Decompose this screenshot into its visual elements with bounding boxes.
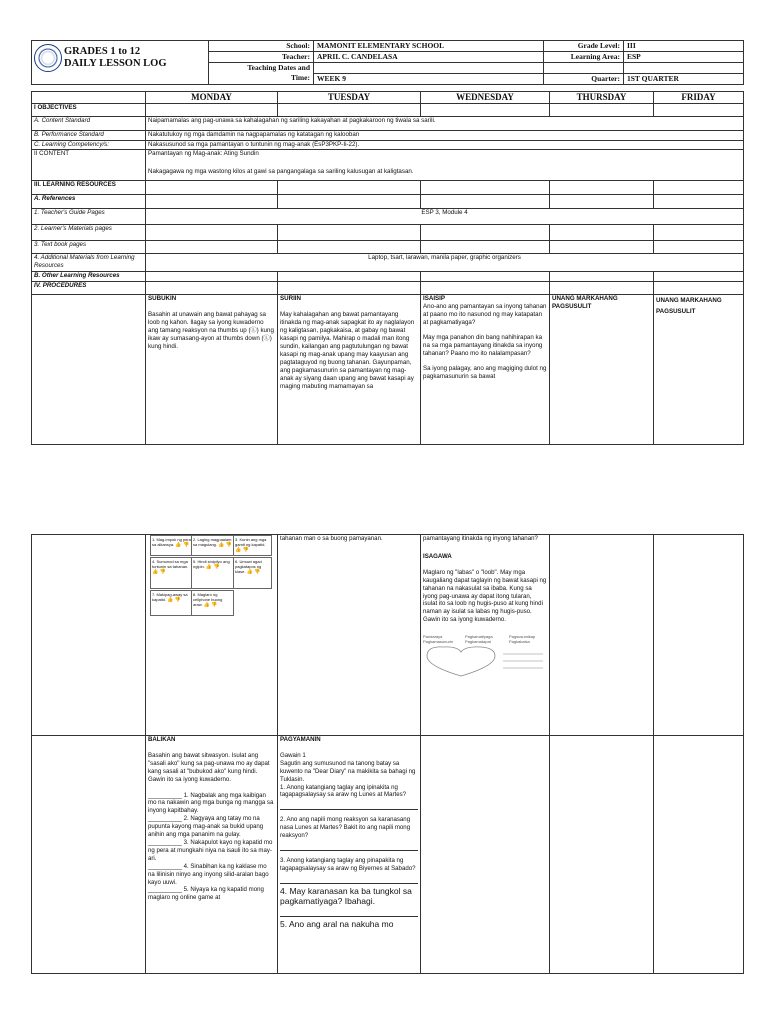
thumbs-icon: 👍 👎: [218, 542, 232, 548]
friday-procedure: UNANG MARKAHANG PAGSUSULIT: [654, 295, 744, 445]
question-3: 3. Anong katangiang taglay ang pinapakita ng tagapagsalaysay sa araw ng Biyernes at Sabado?: [280, 857, 416, 872]
thursday-procedure: UNANG MARKAHANG PAGSUSULIT: [550, 295, 654, 445]
thumbs-icon: 👍 👎: [167, 597, 181, 603]
activity-card-6-text: 6. Umuwi agad pagkatapos ng klase.: [235, 559, 262, 574]
activity-card-3: [233, 535, 272, 556]
form-title-line1: GRADES 1 to 12: [64, 46, 141, 57]
thumbs-icon: 👍 👎: [246, 569, 261, 575]
quarter-value: 1ST QUARTER: [624, 74, 744, 85]
dates-label: [209, 63, 314, 85]
question-1: 1. Anong katangiang taglay ang ipinakita ng tagapagsalaysay sa araw ng Lunes at Martes?: [280, 783, 407, 799]
monday-balikan: [146, 736, 278, 974]
subukin-title: SUBUKIN: [148, 295, 177, 302]
thumbs-icon: 👍 👎: [175, 542, 190, 548]
content-standard-value: Naipamamalas ang pag-unawa sa kahalagahan ng sariling kakayahan at pagkakaroon ng tiwala sa sarili.: [146, 117, 744, 131]
pagyamanin-title: PAGYAMANIN: [280, 736, 321, 743]
isagawa-text: Maglaro ng "labas" o "loob". May mga kaugaliang dapat taglayin ng bawat kasapi ng tahanan na nakasulat sa ibaba. Kung sa iyong pag-unawa ay dapat itong tularan, isulat ito sa loob ng hugis-puso at kung hindi naman ay isulat sa labas ng hugis-puso. Gawin ito sa iyong kuwaderno.: [423, 568, 547, 624]
competency-label: C. Learning Competency/s:: [32, 141, 146, 150]
suriin-title: SURIIN: [280, 295, 301, 302]
activity-card-4-text: 4. Sumunod sa mga tuntunin sa tahanan.: [152, 559, 189, 569]
teachers-guide-value: ESP 3, Module 4: [146, 209, 744, 225]
teacher-label: Teacher:: [209, 52, 314, 63]
teachers-guide-label: 1. Teacher's Guide Pages: [32, 209, 146, 225]
activity-card-1: [150, 535, 193, 556]
balikan-item-3: __________ 3. Nakapulot kayo ng kapatid mo ng pera at mungkahi niya na isauli ito sa may-ari.: [148, 838, 273, 862]
heart-word-1b: Pagkamasunurin: [423, 639, 454, 645]
performance-standard-label: B. Performance Standard: [32, 131, 146, 141]
activity-card-6: [233, 557, 272, 589]
content-description: Nakagagawa ng mga wastong kilos at gawi sa pangangalaga sa sariling kalusugan at kaligtasan.: [148, 168, 414, 175]
thumbs-icon: 👍 👎: [235, 547, 249, 553]
activity-card-8-text: 8. Maglaro ng cellphone buong araw.: [193, 592, 223, 607]
dates-label-line1: Teaching Dates and: [247, 63, 310, 72]
lesson-table-page1: [31, 91, 744, 445]
answer-line: [280, 842, 418, 851]
activity-card-2: [191, 535, 234, 556]
isaisip-title: ISAISIP: [423, 295, 446, 302]
activity-card-7-text: 7. Makipag-away sa kapatid.: [152, 592, 188, 602]
tuesday-continuation: [278, 535, 421, 736]
activity-card-5: [191, 557, 234, 589]
isaisip-text-2: May mga panahon din bang nahihirapan ka na sa mga pamantayang itinakda sa inyong tahanan? Paano mo ito nalalampasan?: [423, 334, 543, 357]
answer-line: [280, 801, 418, 810]
procedures-label: IV. PROCEDURES: [32, 282, 146, 295]
wednesday-continuation: [421, 535, 550, 736]
isaisip-text-3: Sa iyong palagay, ano ang magiging dulot ng pagkamasunurin sa bawat: [423, 365, 547, 380]
dates-value: WEEK 9: [314, 74, 544, 85]
learners-materials-label: 2. Learner's Materials pages: [32, 225, 146, 241]
thumbs-icon: 👍 👎: [205, 564, 220, 570]
tuesday-procedure: [278, 295, 421, 445]
heart-activity-figure: [423, 634, 547, 678]
content-label: II CONTENT: [32, 150, 146, 181]
wednesday-procedure: [421, 295, 550, 445]
heart-word-2: Pagkamatiyaga: [465, 634, 493, 640]
competency-value: Nakasusunod sa mga pamantayan o tuntunin ng mag-anak (EsP3PKP-Ii-22).: [146, 141, 744, 150]
subukin-text: Basahin at unawain ang bawat pahayag sa loob ng kahon. Ilagay sa iyong kuwaderno ang tamang reaksyon na thumbs up (Ⓛ) kung ikaw ay sumasang-ayon at thumbs down (Ⓛ) kung hindi.: [148, 311, 274, 350]
monday-activity-cards: [146, 535, 278, 736]
activity-card-4: [150, 557, 193, 589]
lesson-table-page2: [31, 534, 744, 974]
day-header-monday: MONDAY: [146, 92, 278, 104]
activity-card-3-text: 3. Kunin ang mga gamit ng kapatid.: [235, 537, 267, 547]
empty-cell: [314, 63, 544, 74]
balikan-title: BALIKAN: [148, 736, 176, 743]
question-5: 5. Ano ang aral na nakuha mo: [280, 918, 394, 929]
activity-card-2-text: 2. Laging magpaalam sa magulang.: [193, 537, 232, 547]
grade-level-value: III: [624, 41, 744, 52]
form-title-line2: DAILY LESSON LOG: [64, 58, 167, 69]
learning-area-label: Learning Area:: [544, 52, 624, 63]
other-resources-label: B. Other Learning Resources: [32, 272, 146, 282]
school-label: School:: [209, 41, 314, 52]
thumbs-icon: 👍 👎: [152, 569, 166, 575]
answer-line: [280, 875, 418, 884]
school-value: MAMONIT ELEMENTARY SCHOOL: [314, 41, 544, 52]
thumbs-icon: 👍 👎: [203, 602, 218, 608]
activity-card-1-text: 1. Mag-impok ng pera sa alkansya.: [152, 537, 191, 547]
pagyamanin-intro: Sagutin ang sumusunod na tanong batay sa kuwento na "Dear Diary" na makikita sa bahagi ng Tuklasin.: [280, 759, 416, 783]
gawain-1-label: Gawain 1: [280, 751, 306, 759]
activity-card-5-text: 5. Hindi sinipilyo ang ngipin.: [193, 559, 230, 569]
day-header-friday: FRIDAY: [654, 92, 744, 104]
isaisip-text-1: Ano-ano ang pamantayan sa inyong tahanan at paano mo ito nasunod ng may katapatan at pagkamatiyaga?: [423, 303, 547, 326]
isagawa-title: ISAGAWA: [423, 552, 452, 560]
tuesday-pagyamanin: [278, 736, 421, 974]
isaisip-continuation: pamantayang itinakda ng inyong tahanan?: [423, 535, 538, 542]
textbook-pages-label: 3. Text book pages: [32, 241, 146, 254]
learning-resources-label: III. LEARNING RESOURCES: [32, 181, 146, 195]
day-header-tuesday: TUESDAY: [278, 92, 421, 104]
grade-level-label: Grade Level:: [544, 41, 624, 52]
objectives-label: I OBJECTIVES: [32, 104, 146, 117]
performance-standard-value: Nakatutukoy ng mga damdamin na nagpapamalas ng katatagan ng kalooban: [146, 131, 744, 141]
dates-label-line2: Time:: [290, 73, 310, 82]
references-label: A. References: [32, 195, 146, 209]
quarter-label: Quarter:: [544, 74, 624, 85]
heart-shape-icon: [423, 644, 548, 678]
question-4: 4. May karanasan ka ba tungkol sa pagkamatiyaga? Ibahagi.: [280, 885, 412, 906]
suriin-text: May kahalagahan ang bawat pamantayang itinakda ng mag-anak sapagkat ito ay naglalayon ng kaligtasan, pagkakaisa, at gabay ng bawat kasapi ng pamilya. Mahirap o madali man itong sundin, kailangan ang pagtutulungan ng bawat kasapi ng mag-anak upang may kaayusan ang pagtataguyod ng buong tahanan. Gayunpaman, ang pagkamasunurin sa pamantayan ng mag-anak ay siyang daan upang ang bawat kasapi ay maging mabuting mamamayan sa: [280, 311, 415, 390]
content-value: [146, 150, 744, 181]
heart-word-3: Pagsusumikap: [509, 634, 536, 640]
day-header-wednesday: WEDNESDAY: [421, 92, 550, 104]
balikan-text: Basahin ang bawat sitwasyon. Isulat ang "sasali ako" kung sa pag-unawa mo ay dapat kang sasali at "bubukod ako" kung hindi. Gawin ito sa iyong kuwaderno.: [148, 751, 270, 783]
content-standard-label: A. Content Standard: [32, 117, 146, 131]
content-topic: Pamantayan ng Mag-anak: Ating Sundin: [148, 150, 259, 157]
monday-procedure: [146, 295, 278, 445]
activity-card-8: [191, 590, 234, 616]
heart-word-1: Pandaraya: [423, 634, 443, 640]
learning-area-value: ESP: [624, 52, 744, 63]
heart-word-3b: Pagkakaisa: [509, 639, 530, 645]
balikan-item-5: __________ 5. Niyaya ka ng kapatid mong maglaro ng online game at: [148, 886, 264, 902]
suriin-continuation: tahanan man o sa buong pamayanan.: [280, 535, 383, 542]
activity-card-7: [150, 590, 193, 616]
header-table: [31, 40, 744, 85]
balikan-item-2: __________ 2. Nagyaya ang tatay mo na pupunta kayong mag-anak sa bukid upang anihin ang mga pananim na gulay.: [148, 815, 264, 839]
answer-line: [280, 908, 418, 917]
question-2: 2. Ano ang napili mong reaksyon sa karanasang nasa Lunes at Martes? Bakit ito ang napili mong reaksyon?: [280, 816, 411, 840]
heart-word-2b: Pagkamatapat: [465, 639, 491, 645]
day-header-thursday: THURSDAY: [550, 92, 654, 104]
additional-materials-label: 4. Additional Materials from Learning Resources: [32, 254, 146, 272]
balikan-item-1: __________ 1. Nagbalak ang mga kaibigan mo na nakawin ang mga bunga ng mangga sa inyong kapitbahay.: [148, 791, 274, 815]
additional-materials-value: Laptop, tsart, larawan, manila paper, graphic organizers: [146, 254, 744, 272]
teacher-value: APRIL C. CANDELASA: [314, 52, 544, 63]
balikan-item-4: __________ 4. Sinabihan ka ng kaklase mo na lilinisin ninyo ang inyong silid-aralan bago kayo uuwi.: [148, 862, 269, 886]
